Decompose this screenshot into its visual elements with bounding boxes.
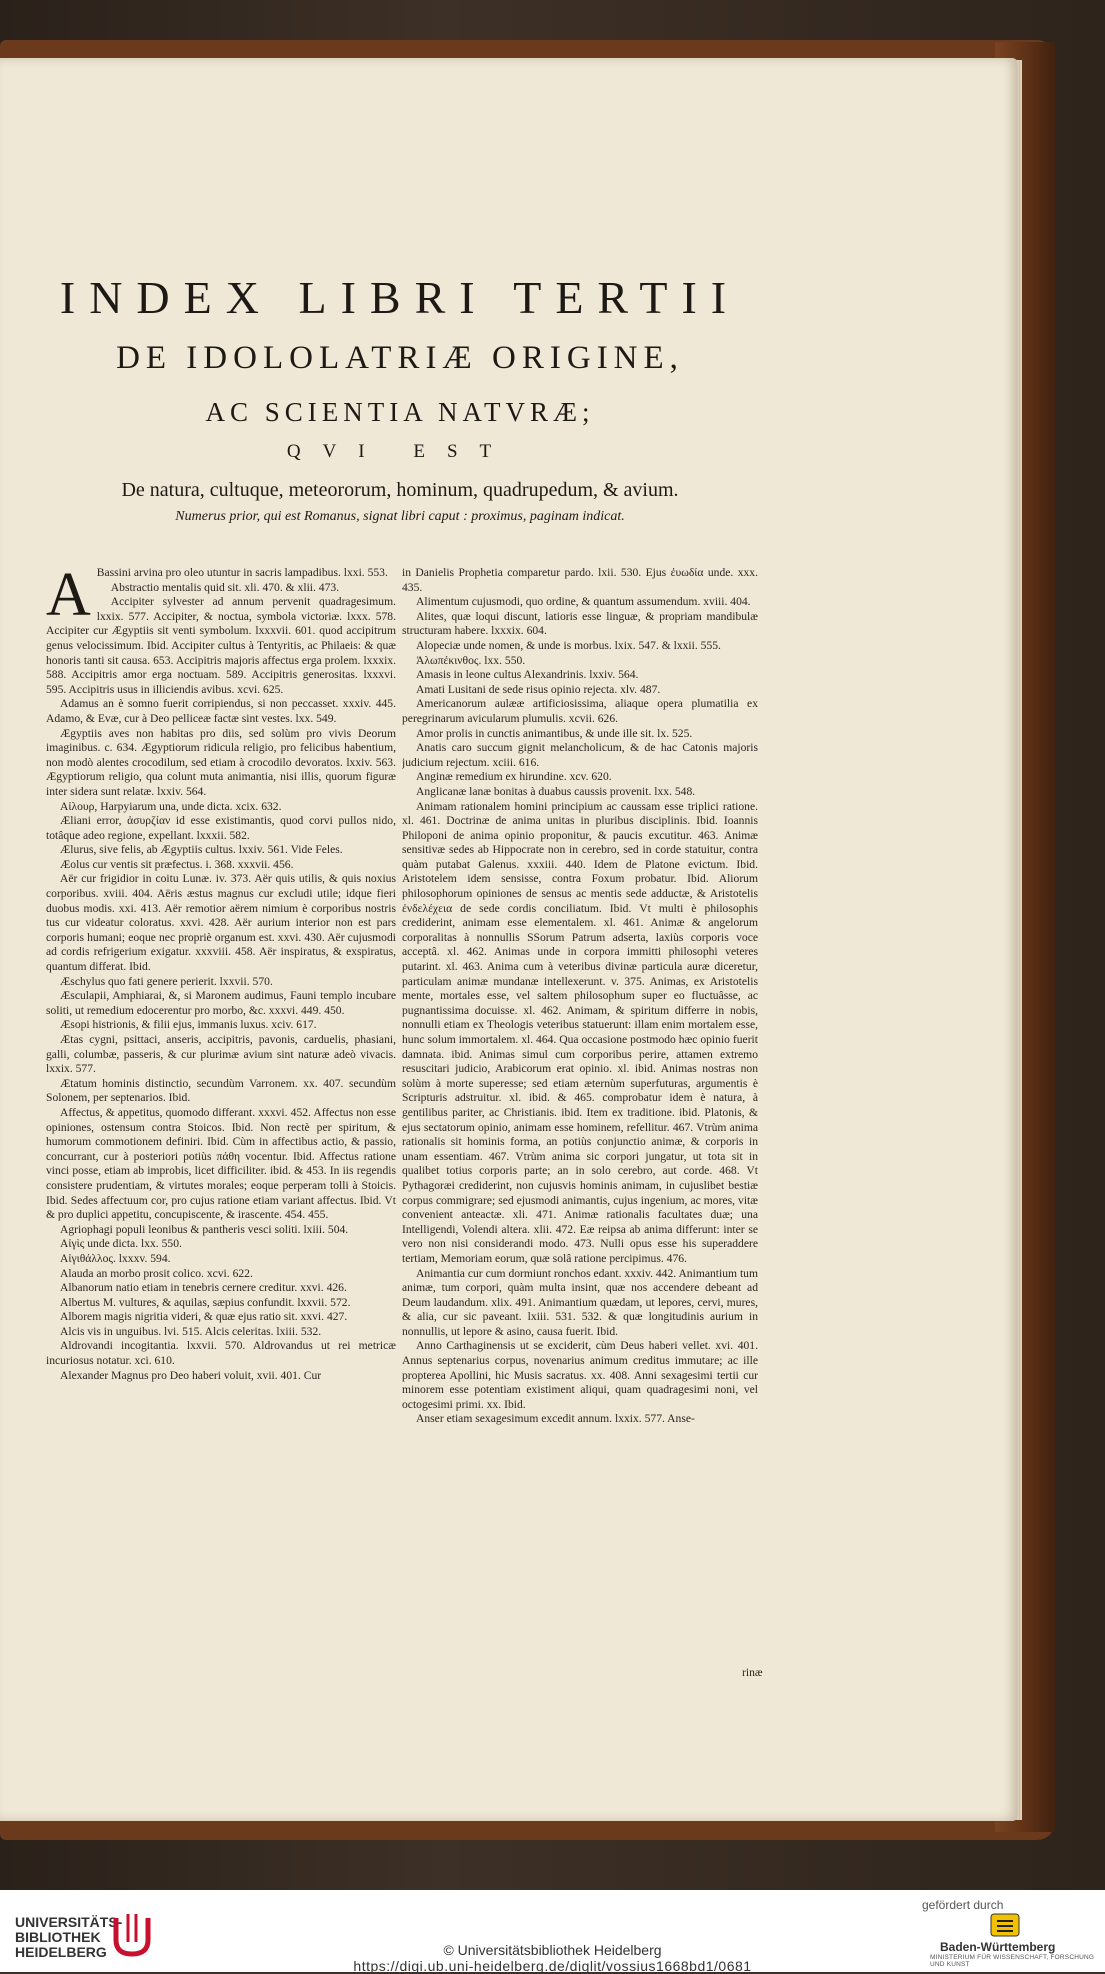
index-entry: in Danielis Prophetia comparetur pardo. lxii. 530. Ejus ἐυωδία unde. xxx. 435. [402, 566, 758, 594]
index-entry: Bassini arvina pro oleo utuntur in sacris lampadibus. lxxi. 553. [96, 566, 388, 579]
index-entry: Alexander Magnus pro Deo haberi voluit, xvii. 401. Cur [60, 1368, 322, 1382]
title-qui-est: QVI EST [286, 441, 514, 462]
index-entry: Æsopi histrionis, & filii ejus, immanis luxus. xciv. 617. [60, 1018, 317, 1032]
index-entry: Æschylus quo fati genere perierit. lxxvii. 570. [60, 974, 273, 988]
library-name-line1: UNIVERSITÄTS- [15, 1914, 123, 1930]
index-entry: Aër cur frigidior in coitu Lunæ. iv. 373. Aër quis utilis, & quis noxius corporibus. xviii. 404. Aëris æstus magnus cur excludi utile; idque fieri duobus modis. xxi. 413. Aër remotior aërem nimium è corporibus nostris tus cur videatur coloratus. xxvi. 428. Aër aurium interior non est pars corporis humani; eoque nec propriè organum est. xxvi. 430. Aër cujusmodi ad cordis refrigerium exigatur. xxxviii. 458. Aër inspiratus, & exspiratus, quantum differat. Ibid. [46, 872, 396, 974]
title-description: De natura, cultuque, meteororum, hominum, quadrupedum, & avium. [121, 479, 679, 501]
index-entry: Amati Lusitani de sede risus opinio rejecta. xlv. 487. [416, 682, 661, 696]
index-entry: Albertus M. vultures, & aquilas, sæpius confundit. lxxvii. 572. [60, 1295, 351, 1309]
index-entry: Anser etiam sexagesimum excedit annum. lxxix. 577. Anse- [416, 1412, 695, 1426]
funded-by-label: gefördert durch [922, 1898, 1004, 1912]
index-entry: Accipiter sylvester ad annum pervenit quadragesimum. lxxix. 577. Accipiter, & noctua, symbola victoriæ. lxxx. 578. Accipiter cur Ægyptiis sit venti symbolum. lxxxvii. 601. quod accipitrum genus velocissimum. Ibid. Accipiter cultus à Tentyritis, ac Philaeis: & quæ honoris tanti sit causa. 653. Accipitris majoris affectus erga prolem. lxxxix. 588. Accipitris amor erga noctuam. 589. Accipitris generositas. lxxxvi. 595. Accipitris usus in illiciendis avibus. xcvi. 625. [46, 595, 396, 696]
index-entry: Anno Carthaginensis ut se exciderit, cùm Deus haberi vellet. xvi. 401. Annus septenarius corpus, novenarius animum creditus immutare; ac ille propterea Apollini, hic Musis sacratus. xx. 408. Anni sexagesimi tertii cur minorem esse potentiam existiment aliqui, quam quadragesimi noni, vel octogesimi primi. xx. Ibid. [402, 1339, 758, 1411]
index-entry: Abstractio mentalis quid sit. xli. 470. & xlii. 473. [110, 580, 340, 594]
title-note: Numerus prior, qui est Romanus, signat libri caput : proximus, paginam indicat. [175, 509, 625, 524]
index-entry: Αἰγὶς unde dicta. lxx. 550. [60, 1237, 182, 1251]
title-subtitle-2: AC SCIENTIA NATVRÆ; [205, 397, 595, 427]
index-entry: Αἰλουρ, Harpyiarum una, unde dicta. xcix. 632. [60, 799, 282, 813]
index-column-right [402, 566, 758, 1661]
index-entry: Ἀλωπέκινθος. lxx. 550. [416, 653, 526, 667]
title-block [30, 268, 770, 528]
footer-bar [0, 1890, 1105, 1972]
index-entry: Anginæ remedium ex hirundine. xcv. 620. [416, 770, 612, 784]
index-entry: Americanorum aulææ artificiosissima, aliaque opera plumatilia ex peregrinarum avicularum plumulis. xcvii. 626. [402, 697, 758, 725]
document-url[interactable]: https://digi.ub.uni-heidelberg.de/diglit/vossius1668bd1/0681 [353, 1958, 752, 1974]
index-entry: Alopeciæ unde nomen, & unde is morbus. lxix. 547. & lxxii. 555. [416, 638, 721, 652]
library-name-line3: HEIDELBERG [15, 1944, 107, 1960]
index-entry: Αἰγιθάλλος. lxxxv. 594. [60, 1251, 171, 1265]
index-entry: Ælurus, sive felis, ab Ægyptiis cultus. lxxiv. 561. Vide Feles. [60, 843, 343, 857]
index-entry: Agriophagi populi leonibus & pantheris vesci soliti. lxiii. 504. [60, 1222, 349, 1236]
book-page [0, 58, 1018, 1821]
index-entry: Amasis in leone cultus Alexandrinis. lxxiv. 564. [416, 668, 639, 682]
index-entry: Ægyptiis aves non habitas pro diis, sed solùm pro vivis Deorum imaginibus. c. 634. Ægyptiorum ridicula religio, pro felicibus habentium, non modò alentes crocodilum, sed etiam à crocodilo devoratos. lxxiv. 563. Ægyptiorum religio, qua colunt muta animantia, nisi illis, quorum figuræ inter sidera sunt relatæ. lxxiv. 564. [46, 726, 396, 798]
state-name[interactable]: Baden-Württemberg [940, 1940, 1056, 1954]
index-entry: Æolus cur ventis sit præfectus. i. 368. xxxvii. 456. [60, 857, 294, 871]
title-subtitle: DE IDOLOLATRIÆ ORIGINE, [116, 340, 684, 376]
index-entry: Amor prolis in cunctis animantibus, & unde ille sit. lx. 525. [416, 726, 693, 740]
index-entry: Alauda an morbo prosit colico. xcvi. 622. [60, 1266, 253, 1280]
state-coat-of-arms-icon [985, 1912, 1025, 1938]
index-entry: Anglicanæ lanæ bonitas à duabus caussis provenit. lxx. 548. [416, 784, 696, 798]
index-entry: Affectus, & appetitus, quomodo differant. xxxvi. 452. Affectus non esse opiniones, ostensum contra Stoicos. Ibid. Non rectè per spiritum, & humorum commotionem definiri. Ibid. Cùm in affectibus actio, & passio, concurrant, cur à posteriori potiùs πάθη vocentur. Ibid. Affectus ratione vinci posse, etiam ab improbis, licet difficiliter. ibid. & 453. In iis regendis consistere prudentiam, & virtutes morales; eoque perperam tolli à Stoicis. Ibid. Sedes affectuum cor, pro cujus ratione etiam variant affectus. Ibid. Vt & pro duplici appetitu, concupiscente, & irascente. 454. 455. [46, 1105, 396, 1222]
index-entry: Ætas cygni, psittaci, anseris, accipitris, pavonis, carduelis, phasiani, galli, columbæ, passeris, & cur plurimæ avium sint naturæ adeò vivacis. lxxix. 577. [46, 1033, 396, 1076]
drop-cap: A [46, 566, 91, 629]
index-column-left [46, 566, 396, 1661]
catchword: rinæ [742, 1666, 763, 1679]
index-entry: Alimentum cujusmodi, quo ordine, & quantum assumendum. xviii. 404. [416, 595, 751, 609]
title-main: INDEX LIBRI TERTII [59, 272, 741, 323]
index-entry: Æliani error, ἀσυρζίαν id esse existimantis, quod corvi pullos nido, totâque adeo regione, expellant. lxxxii. 582. [46, 814, 396, 842]
index-entry: Alites, quæ loqui discunt, latioris esse linguæ, & propriam mandibulæ structuram habere. lxxxix. 604. [402, 609, 758, 638]
index-entry: Æsculapii, Amphiarai, &, si Maronem audimus, Fauni templo incubare soliti, ut remedium edocerentur pro morbo, &c. xxxvi. 449. 450. [46, 989, 396, 1017]
index-entry: Adamus an è somno fuerit corripiendus, si non peccasset. xxxiv. 445. Adamo, & Evæ, cur à Deo pelliceæ factæ sint vestes. lxx. 549. [46, 697, 396, 725]
index-entry: Animam rationalem homini principium ac caussam esse triplici ratione. xl. 461. Doctrinæ de anima unitas in pluribus disciplinis. Ibid. Ioannis Philoponi de anima opinio proponitur, & paucis excutitur. 463. Animæ sensitivæ sedes ab Hippocrate non in cerebro, sed in corde statuitur, contra quàm putabat Galenus. xxxiii. 440. Idem de Platone evictum. Ibid. Aristotelem idem sensisse, contra Foxum probatur. Ibid. Aliorum philosophorum opiniones de sensus ac mentis sede adductæ, & Aristotelis ἐνδελέχεια de sede cordis conciliatum. Ibid. Vt multi è philosophis crediderint, animam esse elementalem. xl. 461. Animæ & angelorum corporalitas à nonnullis SSorum Patrum adserta, laxiùs corporis voce acceptâ. xl. 462. Animas unde in corpora immitti philosophi veteres putarint. xl. 463. Anima cum à veteribus divinæ particula auræ diceretur, particulam animæ mundanæ intellexerunt. v. 375. Animas, ex Aristotelis mente, mortales esse, vel saltem philosophum super eo fluctuâsse, ac pugnantissima docuisse. xl. 462. Animam, & spiritum differre in nobis, nonnulli etiam ex Theologis veteribus statuerunt: illam enim mortalem esse, hunc solum immortalem. xl. 464. Qua occasione postmodo hæc opinio fuerit damnata. ibid. Animas simul cum corporibus perire, attamen extremo resuscitari judicio, Arabicorum erat opinio. xl. ibid. Animas nostras non solùm à morte superesse; sed etiam æternùm superfuturas, argumentis è Scripturis adstruitur. xl. ibid. & 465. comprobatur idem è natura, à gentilibus pariter, ac Christianis. ibid. Item ex traditione. ibid. Platonis, & ejus sectatorum opinio, animam esse hominem, refellitur. 467. Vtrùm anima rationalis sit hominis forma, an potiùs conjunctio animæ, & corporis in unam essentiam. 467. Vtrùm anima sic corpori jungatur, ut tota sit in qualibet totius corporis parte; an in solo cerebro, aut corde. 468. Vt Pythagoræi crediderint, non cujusvis hominis animam, in cujuslibet bestiæ corpus commigrare; sed ejusmodi animantis, cujus ingenium, ac mores, vitæ convenient anteactæ. xli. 471. Animæ rationalis facultates duæ; una Intelligendi, Volendi altera. xlii. 472. Eæ reipsa ab anima differunt: inter se vero non nisi considerandi modo. 473. Nulli opus esse his superaddere tertiam, Memoriam eorum, quæ solâ ratione percipimus. 476. [402, 799, 758, 1265]
index-entry: Animantia cur cum dormiunt ronchos edant. xxxiv. 442. Animantium tum animæ, tum corpori, quàm multa insint, quæ nos accendere debeant ad Deum laudandum. xlix. 491. Animantium quædam, ut lepores, cervi, mures, & alia, cur sic paveant. lxiii. 531. 532. & quæ longitudinis aurium in nonnullis, ut lepore & asino, causa fuerit. Ibid. [402, 1266, 758, 1338]
index-entry: Ætatum hominis distinctio, secundùm Varronem. xx. 407. secundùm Solonem, per septenarios. Ibid. [46, 1076, 396, 1105]
ministry-name: MINISTERIUM FÜR WISSENSCHAFT, FORSCHUNG UND KUNST [930, 1954, 1095, 1968]
index-entry: Alcis vis in unguibus. lvi. 515. Alcis celeritas. lxiii. 532. [60, 1324, 322, 1338]
index-entry: Anatis caro succum gignit melancholicum, & de hac Catonis majoris judicium rejectum. xciii. 616. [402, 741, 758, 769]
index-entry: Aldrovandi incogitantia. lxxvii. 570. Aldrovandus ut rei metricæ incuriosus notatur. xci. 610. [46, 1339, 396, 1368]
index-entry: Albanorum natio etiam in tenebris cernere creditur. xxvi. 426. [60, 1281, 347, 1295]
library-name-line2: BIBLIOTHEK [15, 1929, 101, 1945]
copyright-notice: © Universitätsbibliothek Heidelberg [443, 1942, 662, 1958]
index-entry: Alborem magis nigritia videri, & quæ ejus ratio sit. xxvi. 427. [60, 1310, 348, 1324]
